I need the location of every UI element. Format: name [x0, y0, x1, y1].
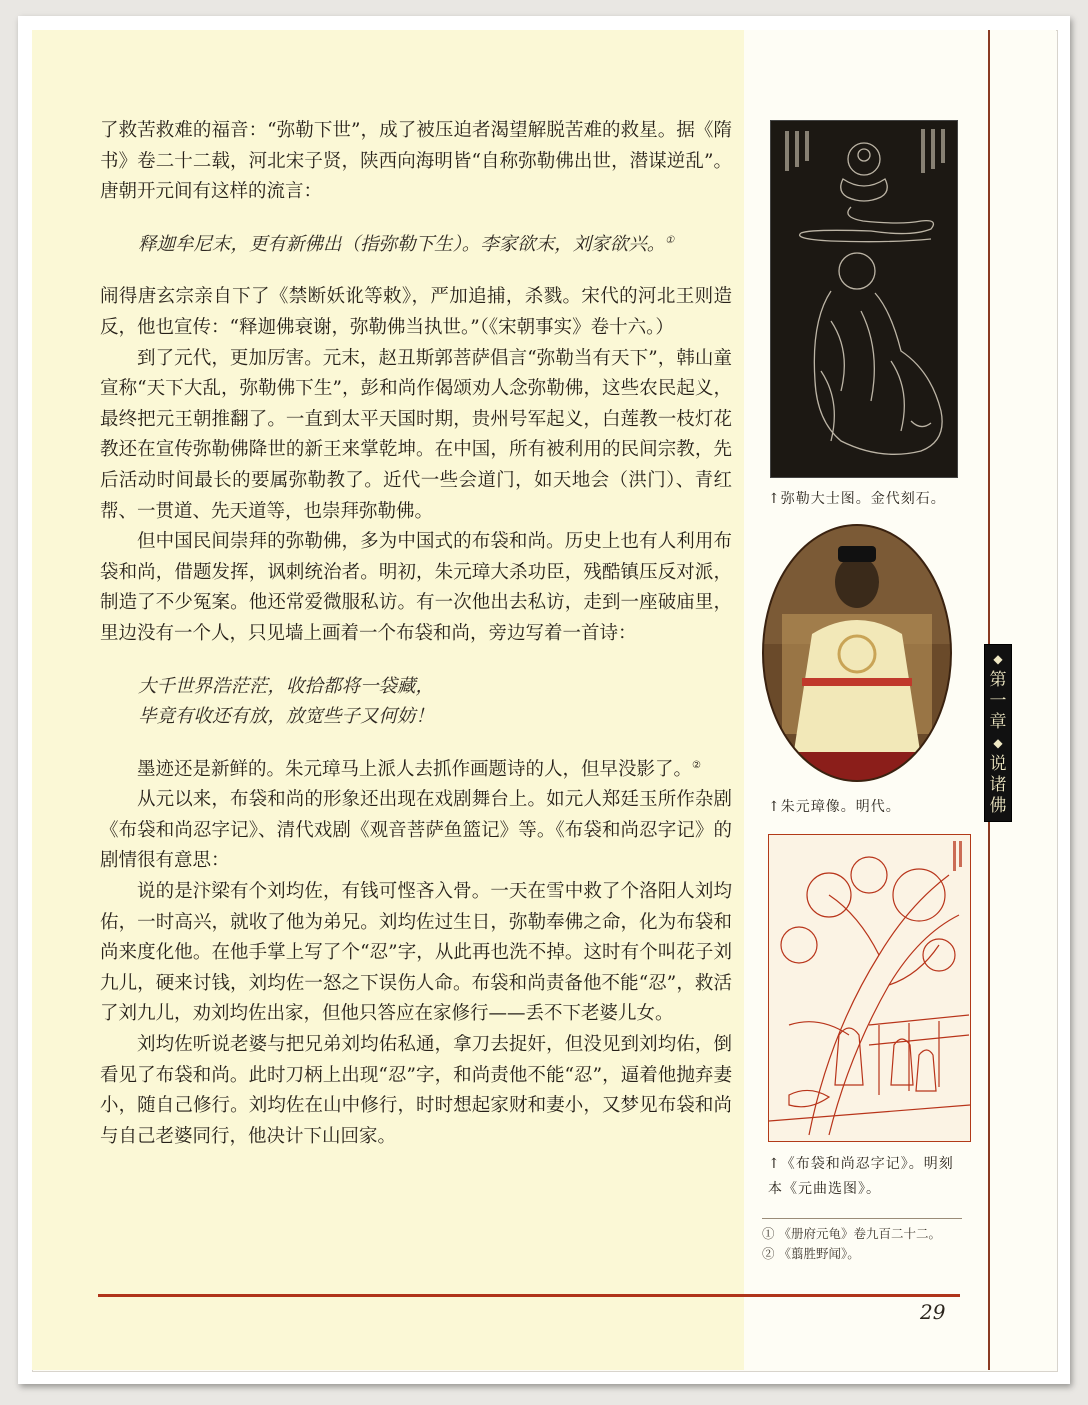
portrait-illustration [762, 524, 952, 782]
article-body [100, 116, 732, 1152]
paragraph-5 [100, 755, 732, 786]
woodcut-illustration-image [768, 834, 971, 1142]
chapter-tab [984, 644, 1012, 822]
paragraph-3: 到了元代，更加厉害。元末，赵丑斯郭菩萨倡言“弥勒当有天下”，韩山童宣称“天下大乱，弥勒佛下生”，彭和尚作偈颂劝人念弥勒佛，这些农民起义，最终把元王朝推翻了。一直到太平天国时期，贵州号军起义，白莲教一枝灯花教还在宣传弥勒佛降世的新王来掌乾坤。在中国，所有被利用的民间宗教，先后活动时间最长的要属弥勒教了。近代一些会道门，如天地会（洪门）、青红帮、一贯道、先天道等，也崇拜弥勒佛。 [100, 347, 732, 522]
footnotes [762, 1224, 941, 1264]
footnote-ref-2: ② [692, 759, 701, 771]
diamond-icon: ◆ [993, 736, 1003, 750]
maitreya-stele-rubbing-image [770, 120, 958, 478]
poem-2 [138, 672, 732, 733]
poem-1-text: 释迦牟尼末，更有新佛出（指弥勒下生）。李家欲末，刘家欲兴。 [138, 233, 666, 255]
chapter-char: 说 [989, 754, 1007, 774]
woodcut-drawing [769, 835, 970, 1141]
portrait-caption: ↑朱元璋像。明代。 [768, 799, 901, 815]
zhu-yuanzhang-portrait-image [762, 524, 952, 782]
footnote-2: ② 《翦胜野闻》。 [762, 1246, 860, 1261]
chapter-char: 佛 [989, 796, 1007, 816]
stele-illustration [771, 121, 957, 477]
poem-2-line-2: 毕竟有收还有放，放宽些子又何妨！ [138, 706, 435, 728]
footnote-1: ① 《册府元龟》卷九百二十二。 [762, 1226, 941, 1241]
diamond-icon: ◆ [993, 652, 1003, 666]
chapter-char: 第 [989, 670, 1007, 690]
paragraph-6: 从元以来，布袋和尚的形象还出现在戏剧舞台上。如元人郑廷玉所作杂剧《布袋和尚忍字记》、清代戏剧《观音菩萨鱼篮记》等。《布袋和尚忍字记》的剧情很有意思： [100, 789, 732, 872]
paragraph-2: 闹得唐玄宗亲自下了《禁断妖讹等敕》，严加追捕，杀戮。宋代的河北王则造反，他也宣传：“释迦佛衰谢，弥勒佛当执世。”（《宋朝事实》卷十六。） [100, 286, 732, 338]
paragraph-7: 说的是汴梁有个刘均佐，有钱可悭吝入骨。一天在雪中救了个洛阳人刘均佑，一时高兴，就收了他为弟兄。刘均佐过生日，弥勒奉佛之命，化为布袋和尚来度化他。在他手掌上写了个“忍”字，从此再也洗不掉。这时有个叫花子刘九儿，硬来讨钱，刘均佐一怒之下误伤人命。布袋和尚责备他不能“忍”，救活了刘九儿，劝刘均佐出家，但他只答应在家修行——丢不下老婆儿女。 [100, 881, 732, 1025]
paragraph-4: 但中国民间崇拜的弥勒佛，多为中国式的布袋和尚。历史上也有人利用布袋和尚，借题发挥，讽刺统治者。明初，朱元璋大杀功臣，残酷镇压反对派，制造了不少冤案。他还常爱微服私访。有一次他出去私访，走到一座破庙里，里边没有一个人，只见墙上画着一个布袋和尚，旁边写着一首诗： [100, 531, 732, 644]
footnote-divider [762, 1218, 962, 1219]
chapter-char: 诸 [989, 775, 1007, 795]
paragraph-8: 刘均佐听说老婆与把兄弟刘均佑私通，拿刀去捉奸，但没见到刘均佑，倒看见了布袋和尚。此时刀柄上出现“忍”字，和尚责他不能“忍”，逼着他抛弃妻小，随自己修行。刘均佐在山中修行，时时想起家财和妻小，又梦见布袋和尚与自己老婆同行，他决计下山回家。 [100, 1034, 732, 1147]
paragraph-1: 了救苦救难的福音：“弥勒下世”，成了被压迫者渴望解脱苦难的救星。据《隋书》卷二十二载，河北宋子贤，陕西向海明皆“自称弥勒佛出世，潜谋逆乱”。唐朝开元间有这样的流言： [100, 120, 732, 203]
woodcut-caption: ↑《布袋和尚忍字记》。明刻本《元曲选图》。 [768, 1156, 954, 1197]
chapter-char: 章 [989, 712, 1007, 732]
footer-rule [98, 1294, 960, 1297]
page-content [32, 30, 1056, 1370]
stele-caption: ↑弥勒大士图。金代刻石。 [768, 491, 946, 507]
page-number: 29 [920, 1300, 946, 1324]
footnote-ref-1: ① [665, 234, 675, 246]
poem-1 [138, 230, 732, 261]
chapter-char: 一 [989, 691, 1007, 711]
paragraph-5-text: 墨迹还是新鲜的。朱元璋马上派人去抓作画题诗的人，但早没影了。 [137, 758, 693, 780]
poem-2-line-1: 大千世界浩茫茫，收拾都将一袋藏， [138, 675, 435, 697]
